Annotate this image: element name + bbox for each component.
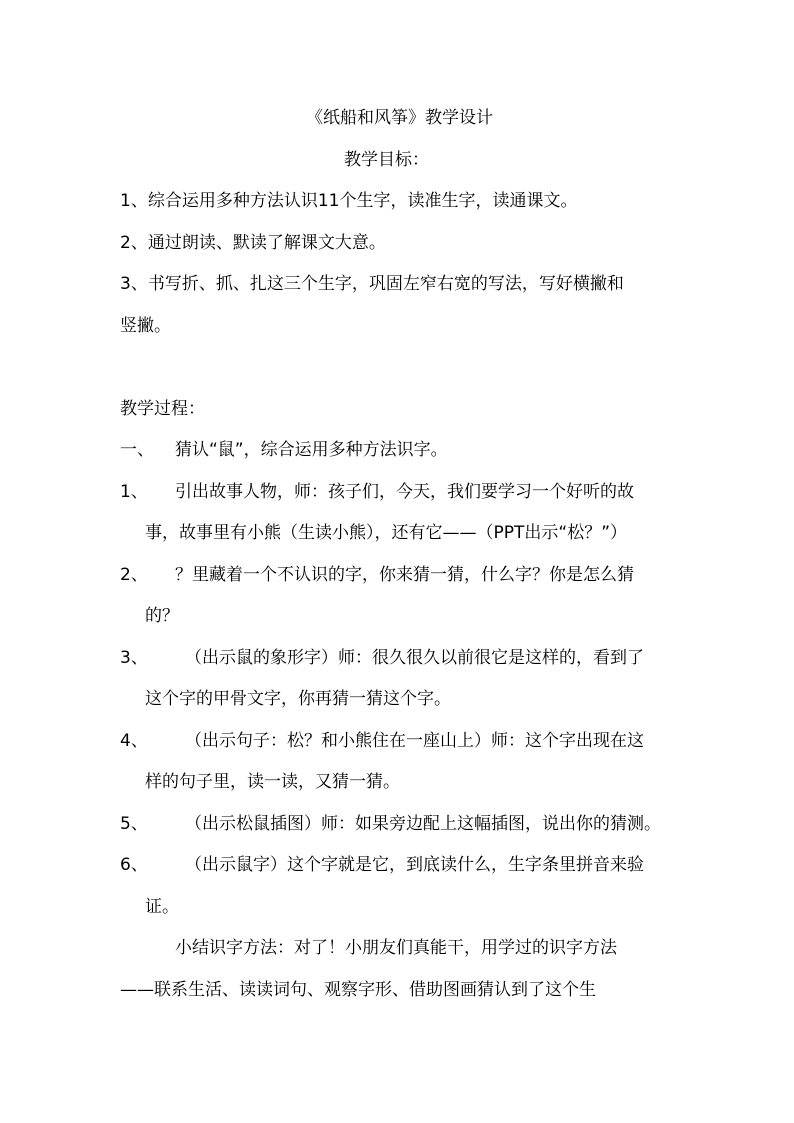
objective-3-continued: 竖撇。	[120, 316, 171, 336]
step-4-line-1: （出示句子：松？和小熊住在一座山上）师：这个字出现在这	[185, 731, 644, 751]
step-5-number: 5、	[120, 814, 148, 834]
section-one-text: 猜认“鼠”，综合运用多种方法识字。	[175, 440, 448, 460]
step-3-line-2: 这个字的甲骨文字，你再猜一猜这个字。	[145, 689, 451, 709]
document-title: 《纸船和风筝》教学设计	[306, 108, 493, 128]
process-heading: 教学过程：	[120, 399, 205, 419]
objectives-heading: 教学目标：	[344, 150, 429, 170]
step-2-line-2: 的？	[145, 606, 179, 626]
step-6-line-2: 证。	[145, 897, 179, 917]
step-1-line-2: 事，故事里有小熊（生读小熊），还有它——（PPT出示“松？”）	[145, 523, 628, 543]
step-6-number: 6、	[120, 855, 148, 875]
step-4-number: 4、	[120, 731, 148, 751]
summary-line-2: ——联系生活、读读词句、观察字形、借助图画猜认到了这个生	[120, 980, 596, 1000]
step-6-line-1: （出示鼠字）这个字就是它，到底读什么，生字条里拼音来验	[185, 855, 644, 875]
step-1-line-1: 引出故事人物，师：孩子们，今天，我们要学习一个好听的故	[175, 482, 634, 502]
step-2-number: 2、	[120, 565, 148, 585]
summary-line-1: 小结识字方法：对了！小朋友们真能干，用学过的识字方法	[175, 938, 617, 958]
step-3-line-1: （出示鼠的象形字）师：很久很久以前很它是这样的，看到了	[185, 648, 644, 668]
step-1-number: 1、	[120, 482, 148, 502]
step-3-number: 3、	[120, 648, 148, 668]
step-5-line-1: （出示松鼠插图）师：如果旁边配上这幅插图，说出你的猜测。	[185, 814, 661, 834]
objective-3: 3、书写折、抓、扎这三个生字，巩固左窄右宽的写法，写好横撇和	[120, 274, 624, 294]
objective-2: 2、通过朗读、默读了解课文大意。	[120, 233, 386, 253]
section-one-number: 一、	[120, 440, 154, 460]
step-4-line-2: 样的句子里，读一读，又猜一猜。	[145, 772, 400, 792]
objective-1: 1、综合运用多种方法认识11个生字，读准生字，读通课文。	[120, 191, 578, 211]
step-2-line-1: ？里藏着一个不认识的字，你来猜一猜，什么字？你是怎么猜	[175, 565, 634, 585]
